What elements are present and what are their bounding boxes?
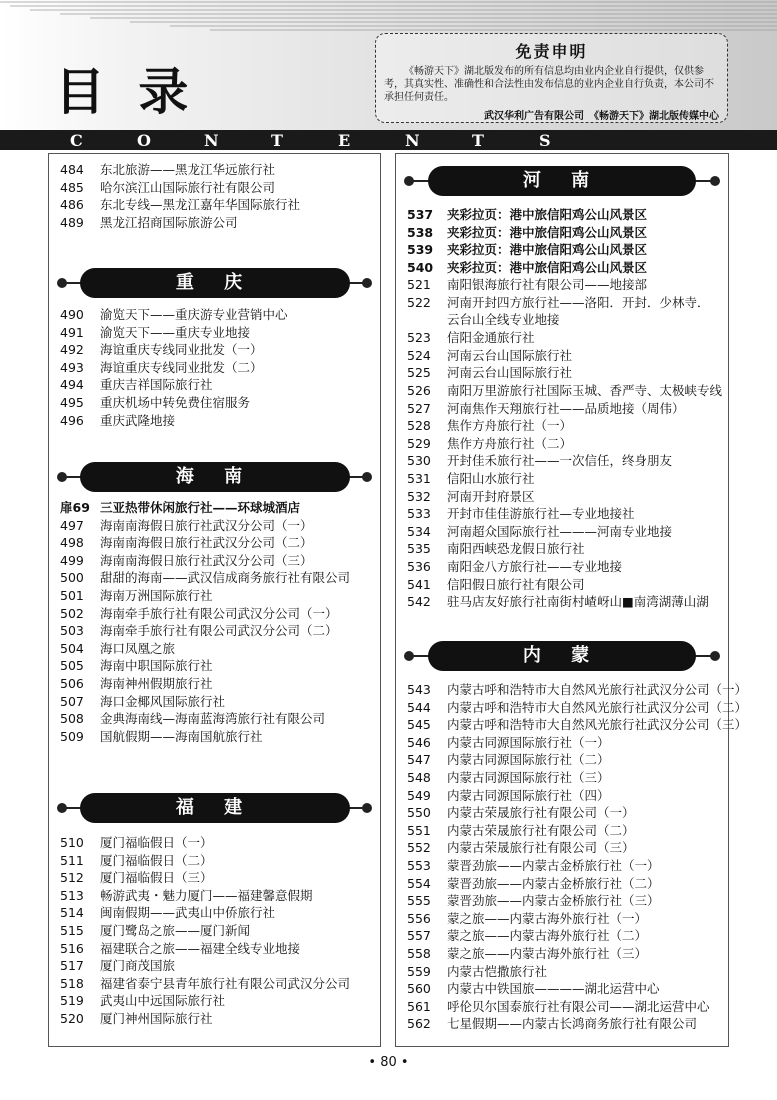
list-item	[407, 558, 622, 575]
bullet-dot	[710, 651, 720, 661]
list-item	[407, 294, 715, 328]
page-ref: 509	[60, 728, 84, 744]
page-ref: 522	[407, 295, 431, 310]
page-ref: 501	[60, 588, 84, 603]
list-item	[60, 657, 213, 674]
list-item	[407, 576, 585, 593]
entry-title: 蒙之旅——内蒙古海外旅行社（二）	[447, 928, 648, 944]
page-ref: 531	[407, 471, 431, 486]
contents-letter: S	[539, 130, 551, 150]
page-ref: 512	[60, 870, 84, 886]
entry-title: 金典海南线—海南蓝海湾旅行社有限公司	[100, 711, 326, 727]
page-ref: 547	[407, 752, 431, 768]
list-item	[407, 857, 660, 874]
page-ref: 519	[60, 993, 84, 1009]
list-item	[60, 992, 225, 1009]
entry-title: 海南牵手旅行社有限公司武汉分公司（一）	[100, 605, 338, 621]
section-title: 河 南	[428, 166, 696, 196]
page-ref: 556	[407, 910, 431, 926]
list-item	[60, 887, 313, 904]
right-column	[395, 153, 748, 1047]
list-item	[407, 417, 572, 434]
entry-title: 内蒙古呼和浩特市大自然风光旅行社武汉分公司（二）	[447, 699, 748, 715]
section-title: 福 建	[80, 793, 350, 823]
entry-title: 信阳假日旅行社有限公司	[447, 576, 585, 592]
list-item	[407, 822, 635, 839]
page-header	[0, 0, 777, 150]
entry-title: 蒙之旅——内蒙古海外旅行社（三）	[447, 946, 648, 961]
page-ref: 541	[407, 576, 431, 592]
list-item	[407, 839, 635, 856]
page-ref: 554	[407, 875, 431, 891]
list-item	[60, 517, 313, 534]
entry-title: 厦门鹭岛之旅——厦门新闻	[100, 923, 251, 938]
page-ref: 508	[60, 711, 84, 727]
list-item	[60, 834, 213, 851]
list-item	[407, 804, 635, 821]
entry-title: 甜甜的海南——武汉信成商务旅行社有限公司	[100, 570, 351, 586]
entry-title: 海口金椰风国际旅行社	[100, 693, 226, 709]
bullet-dot	[57, 803, 67, 813]
page-ref: 515	[60, 923, 84, 938]
list-item	[407, 716, 747, 733]
page-ref: 524	[407, 347, 431, 363]
list-item	[60, 693, 225, 710]
page-ref: 518	[60, 975, 84, 991]
entry-title: 开封市佳佳游旅行社—专业地接社	[447, 506, 635, 522]
entry-title: 夹彩拉页：港中旅信阳鸡公山风景区	[447, 207, 648, 222]
section-title: 内 蒙	[428, 641, 696, 671]
list-item	[60, 975, 350, 992]
entry-title: 重庆武隆地接	[100, 412, 176, 428]
page-ref: 513	[60, 887, 84, 903]
page-ref: 511	[60, 852, 84, 868]
list-item	[60, 728, 263, 745]
entry-title: 内蒙古恺撒旅行社	[447, 963, 548, 979]
page-ref: 561	[407, 998, 431, 1014]
entry-title: 黑龙江招商国际旅游公司	[100, 214, 238, 230]
entry-title: 海南中职国际旅行社	[100, 658, 213, 674]
page-ref: 550	[407, 805, 431, 821]
page-ref: 486	[60, 197, 84, 213]
section-title: 重 庆	[80, 268, 350, 298]
page-ref: 543	[407, 682, 431, 697]
list-item	[60, 710, 325, 727]
entry-title: 内蒙古同源国际旅行社（三）	[447, 770, 610, 785]
entry-title: 哈尔滨江山国际旅行社有限公司	[100, 179, 276, 195]
entry-title: 夹彩拉页：港中旅信阳鸡公山风景区	[447, 259, 648, 275]
list-item	[407, 734, 610, 751]
page-ref: 542	[407, 594, 431, 610]
list-item	[407, 875, 660, 892]
list-item	[407, 963, 547, 980]
list-item	[60, 904, 275, 921]
page-ref: 484	[60, 162, 84, 177]
list-item	[407, 699, 747, 716]
page-ref: 557	[407, 928, 431, 944]
list-item	[60, 324, 250, 341]
page-ref: 499	[60, 552, 84, 568]
entry-title: 三亚热带休闲旅行社——环球城酒店	[100, 500, 301, 515]
page-ref: 498	[60, 535, 84, 551]
page-ref: 546	[407, 734, 431, 750]
page-ref: 504	[60, 640, 84, 656]
list-item	[60, 534, 313, 551]
section-header	[396, 166, 728, 196]
entry-title: 海南万洲国际旅行社	[100, 588, 213, 603]
section-header	[49, 462, 380, 492]
list-item	[407, 488, 535, 505]
list-item	[60, 376, 213, 393]
entry-title: 厦门福临假日（三）	[100, 870, 213, 886]
page-ref: 505	[60, 658, 84, 674]
entry-title: 内蒙古荣晟旅行社有限公司（二）	[447, 822, 635, 838]
list-item	[407, 382, 722, 399]
page-ref: 497	[60, 517, 84, 533]
page-ref: 548	[407, 770, 431, 785]
page-ref: 558	[407, 946, 431, 961]
list-item	[407, 505, 635, 522]
page-ref: 555	[407, 893, 431, 909]
page-ref: 537	[407, 207, 434, 222]
contents-letter: N	[204, 130, 219, 150]
list-item	[407, 910, 647, 927]
list-item	[407, 241, 647, 258]
entry-title: 厦门神州国际旅行社	[100, 1011, 213, 1026]
page-ref: 506	[60, 676, 84, 691]
page-ref: 534	[407, 523, 431, 539]
entry-title: 畅游武夷・魅力厦门——福建馨意假期	[100, 887, 313, 903]
entry-title: 内蒙古呼和浩特市大自然风光旅行社武汉分公司（三）	[447, 717, 748, 733]
page-ref: 551	[407, 822, 431, 838]
page-ref: 544	[407, 699, 431, 715]
entry-title: 河南云台山国际旅行社	[447, 365, 573, 381]
page-ref: 491	[60, 324, 84, 340]
page-ref: 545	[407, 717, 431, 733]
page-ref: 540	[407, 259, 434, 275]
entry-title: 福建联合之旅——福建全线专业地接	[100, 940, 301, 956]
disclaimer-signature: 武汉华利广告有限公司 《畅游天下》湖北版传媒中心	[484, 111, 719, 122]
list-item	[60, 869, 213, 886]
page-ref: 507	[60, 693, 84, 709]
page-ref: 560	[407, 981, 431, 997]
entry-title: 南阳金八方旅行社——专业地接	[447, 559, 623, 574]
disclaimer-title: 免责申明	[515, 42, 588, 61]
list-item	[407, 206, 647, 223]
page-ref: 495	[60, 395, 84, 410]
entry-title: 夹彩拉页：港中旅信阳鸡公山风景区	[447, 224, 648, 240]
entry-title: 河南超众国际旅行社———河南专业地接	[447, 523, 673, 539]
bullet-dot	[362, 472, 372, 482]
entry-title: 海谊重庆专线同业批发（一）	[100, 342, 263, 358]
entry-title: 内蒙古荣晟旅行社有限公司（三）	[447, 840, 635, 856]
page-ref: 562	[407, 1016, 431, 1032]
entry-title: 内蒙古同源国际旅行社（二）	[447, 752, 610, 768]
entry-title: 东北专线—黑龙江嘉年华国际旅行社	[100, 197, 301, 213]
contents-letter: T	[271, 130, 283, 150]
page-ref: 526	[407, 383, 431, 398]
list-item	[60, 359, 263, 376]
page-ref: 530	[407, 453, 431, 469]
page-title: 目 录	[55, 63, 197, 121]
list-item	[407, 224, 647, 241]
entry-title: 厦门福临假日（一）	[100, 835, 213, 850]
page-ref: 517	[60, 958, 84, 974]
page-ref: 552	[407, 840, 431, 856]
entry-title: 海南南海假日旅行社武汉分公司（三）	[100, 552, 313, 568]
contents-letter: N	[405, 130, 420, 150]
list-item	[60, 957, 175, 974]
page-ref: 532	[407, 488, 431, 504]
page-ref: 559	[407, 963, 431, 979]
page-ref: 490	[60, 307, 84, 322]
entry-title: 海南南海假日旅行社武汉分公司（一）	[100, 517, 313, 533]
list-item	[407, 329, 535, 346]
bullet-dot	[404, 651, 414, 661]
section-header	[49, 268, 380, 298]
list-item	[60, 394, 250, 411]
entry-title: 重庆机场中转免费住宿服务	[100, 395, 251, 410]
page-ref: 533	[407, 506, 431, 522]
page-ref: 496	[60, 412, 84, 428]
entry-title: 河南开封四方旅行社——洛阳．开封．少林寺．云台山全线专业地接	[447, 295, 710, 327]
bullet-dot	[362, 278, 372, 288]
section-header	[396, 641, 728, 671]
entry-title: 海南南海假日旅行社武汉分公司（二）	[100, 535, 313, 551]
list-item	[60, 940, 300, 957]
entry-title: 南阳银海旅行社有限公司——地接部	[447, 277, 648, 293]
list-item	[60, 552, 313, 569]
page-number: • 80 •	[368, 1055, 409, 1070]
bullet-dot	[57, 472, 67, 482]
list-item	[60, 605, 338, 622]
page-ref: 553	[407, 858, 431, 873]
page-ref: 529	[407, 435, 431, 451]
contents-letter: C	[70, 130, 83, 150]
list-item	[407, 787, 610, 804]
page-ref: 502	[60, 605, 84, 621]
list-item	[407, 435, 572, 452]
left-column	[48, 153, 381, 1047]
page-ref: 503	[60, 623, 84, 639]
list-item	[60, 569, 350, 586]
list-item	[407, 980, 660, 997]
list-item	[407, 769, 610, 786]
entry-title: 南阳西峡恐龙假日旅行社	[447, 541, 585, 557]
list-item	[60, 179, 275, 196]
entry-title: 蒙晋劲旅——内蒙古金桥旅行社（三）	[447, 893, 660, 909]
bullet-dot	[404, 176, 414, 186]
entry-title: 东北旅游——黑龙江华远旅行社	[100, 162, 276, 177]
page-ref: 510	[60, 835, 84, 850]
list-item	[407, 927, 647, 944]
bullet-dot	[57, 278, 67, 288]
list-item	[407, 681, 747, 698]
contents-letter: O	[137, 130, 151, 150]
list-item	[60, 196, 300, 213]
list-item	[60, 675, 213, 692]
list-item	[60, 499, 300, 516]
entry-title: 七星假期——内蒙古长鸿商务旅行社有限公司	[447, 1016, 698, 1032]
entry-title: 呼伦贝尔国泰旅行社有限公司——湖北运营中心	[447, 998, 710, 1014]
list-item	[407, 751, 610, 768]
list-item	[407, 452, 672, 469]
list-item	[407, 400, 685, 417]
list-item	[407, 998, 710, 1015]
list-item	[407, 259, 647, 276]
entry-title: 闽南假期——武夷山中侨旅行社	[100, 905, 276, 921]
entry-title: 海谊重庆专线同业批发（二）	[100, 359, 263, 375]
list-item	[407, 1015, 697, 1032]
list-item	[407, 347, 572, 364]
page-ref: 扉69	[60, 500, 90, 515]
page-ref: 523	[407, 330, 431, 346]
contents-band	[0, 130, 777, 150]
entry-title: 海南神州假期旅行社	[100, 676, 213, 691]
page-ref: 494	[60, 377, 84, 393]
page-ref: 536	[407, 559, 431, 574]
entry-title: 南阳万里游旅行社国际玉城、香严寺、太极峡专线	[447, 383, 723, 398]
entry-title: 重庆吉祥国际旅行社	[100, 377, 213, 393]
page-ref: 500	[60, 570, 84, 586]
page-ref: 535	[407, 541, 431, 557]
list-item	[407, 523, 672, 540]
entry-title: 信阳金通旅行社	[447, 330, 535, 346]
entry-title: 河南云台山国际旅行社	[447, 347, 573, 363]
entry-title: 国航假期——海南国航旅行社	[100, 728, 263, 744]
entry-title: 信阳山水旅行社	[447, 471, 535, 486]
entry-title: 开封佳禾旅行社——一次信任，终身朋友	[447, 453, 673, 469]
page-ref: 549	[407, 787, 431, 803]
entry-title: 内蒙古同源国际旅行社（一）	[447, 734, 610, 750]
contents-letter: T	[472, 130, 484, 150]
section-title: 海 南	[80, 462, 350, 492]
entry-title: 焦作方舟旅行社（一）	[447, 418, 573, 434]
page-ref: 528	[407, 418, 431, 434]
list-item	[407, 945, 647, 962]
list-item	[60, 622, 338, 639]
entry-title: 海口凤凰之旅	[100, 640, 176, 656]
list-item	[60, 214, 238, 231]
contents-letter: E	[338, 130, 351, 150]
list-item	[407, 540, 585, 557]
bullet-dot	[710, 176, 720, 186]
entry-title: 厦门商茂国旅	[100, 958, 176, 974]
list-item	[60, 412, 175, 429]
entry-title: 河南焦作天翔旅行社——品质地接（周伟）	[447, 400, 685, 416]
page-ref: 521	[407, 277, 431, 293]
page-ref: 516	[60, 940, 84, 956]
page-ref: 539	[407, 242, 434, 258]
entry-title: 内蒙古荣晟旅行社有限公司（一）	[447, 805, 635, 821]
list-item	[60, 1010, 213, 1027]
list-item	[407, 276, 647, 293]
page-ref: 492	[60, 342, 84, 358]
page-ref: 520	[60, 1011, 84, 1026]
disclaimer-body: 《畅游天下》湖北版发布的所有信息均由业内企业自行提供，仅供参考，其真实性、准确性和合法性由发布信息的业内企业自行负责，本公司不承担任何责任。	[384, 66, 714, 103]
entry-title: 福建省泰宁县青年旅行社有限公司武汉分公司	[100, 975, 351, 991]
entry-title: 武夷山中远国际旅行社	[100, 993, 226, 1009]
page-ref: 527	[407, 400, 431, 416]
page-ref: 514	[60, 905, 84, 921]
page-ref: 489	[60, 214, 84, 230]
entry-title: 河南开封府景区	[447, 488, 535, 504]
list-item	[407, 470, 535, 487]
entry-title: 渝览天下——重庆专业地接	[100, 324, 251, 340]
page-ref: 485	[60, 179, 84, 195]
list-item	[407, 364, 572, 381]
entry-title: 蒙晋劲旅——内蒙古金桥旅行社（二）	[447, 875, 660, 891]
entry-title: 内蒙古同源国际旅行社（四）	[447, 787, 610, 803]
list-item	[60, 587, 213, 604]
list-item	[60, 341, 263, 358]
list-item	[407, 892, 660, 909]
disclaimer-box	[375, 33, 728, 123]
list-item	[60, 852, 213, 869]
entry-title: 海南牵手旅行社有限公司武汉分公司（二）	[100, 623, 338, 639]
entry-title: 内蒙古中铁国旅————湖北运营中心	[447, 981, 660, 997]
entry-title: 内蒙古呼和浩特市大自然风光旅行社武汉分公司（一）	[447, 682, 748, 697]
page-ref: 538	[407, 224, 434, 240]
entry-title: 驻马店友好旅行社南街村嵖岈山■南湾湖薄山湖	[447, 594, 709, 610]
page-ref: 493	[60, 359, 84, 375]
entry-title: 厦门福临假日（二）	[100, 852, 213, 868]
section-header	[49, 793, 380, 823]
entry-title: 焦作方舟旅行社（二）	[447, 435, 573, 451]
entry-title: 夹彩拉页：港中旅信阳鸡公山风景区	[447, 242, 648, 258]
list-item	[407, 593, 709, 610]
list-item	[60, 306, 288, 323]
entry-title: 渝览天下——重庆游专业营销中心	[100, 307, 288, 322]
list-item	[60, 922, 250, 939]
entry-title: 蒙之旅——内蒙古海外旅行社（一）	[447, 910, 648, 926]
bullet-dot	[362, 803, 372, 813]
entry-title: 蒙晋劲旅——内蒙古金桥旅行社（一）	[447, 858, 660, 873]
page-ref: 525	[407, 365, 431, 381]
list-item	[60, 640, 175, 657]
list-item	[60, 161, 275, 178]
